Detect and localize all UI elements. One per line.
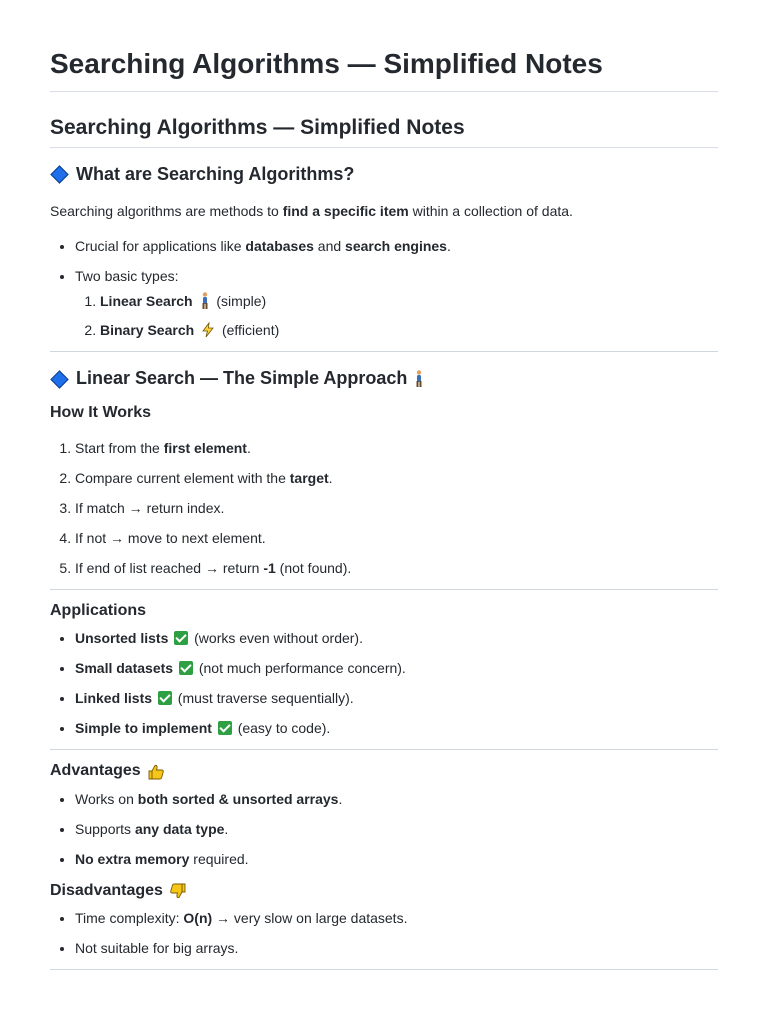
- list-item: 2. Binary Search (efficient): [100, 320, 718, 341]
- advantages-list: [50, 789, 718, 870]
- check-mark-icon: [218, 721, 232, 735]
- divider: [50, 969, 718, 970]
- disadvantages-heading: Disadvantages: [50, 880, 718, 902]
- list-item: • Supports any data type.: [75, 819, 718, 840]
- check-mark-icon: [158, 691, 172, 705]
- list-item: • Crucial for applications like databases and search engines.: [75, 236, 718, 257]
- list-item: 2. Compare current element with the target.: [75, 468, 718, 489]
- list-item: 5. If end of list reached → return -1 (not found).: [75, 558, 718, 579]
- blue-diamond-icon: [50, 370, 68, 388]
- list-item: • Works on both sorted & unsorted arrays.: [75, 789, 718, 810]
- person-walking-icon: [199, 292, 211, 310]
- document-heading: Searching Algorithms — Simplified Notes: [50, 114, 718, 148]
- divider: [50, 351, 718, 352]
- list-item: • Simple to implement (easy to code).: [75, 718, 718, 739]
- check-mark-icon: [179, 661, 193, 675]
- list-item: 1. Start from the first element.: [75, 438, 718, 459]
- lightning-icon: [200, 322, 216, 338]
- intro-paragraph: Searching algorithms are methods to find a specific item within a collection of data.: [50, 203, 573, 220]
- blue-diamond-icon: [50, 166, 68, 184]
- intro-list: [50, 236, 718, 341]
- list-item: • Unsorted lists (works even without order).: [75, 628, 718, 649]
- applications-list: [50, 628, 718, 739]
- check-mark-icon: [174, 631, 188, 645]
- divider: [50, 589, 718, 590]
- list-item: 3. If match → return index.: [75, 498, 718, 519]
- list-item: 1. Linear Search (simple): [100, 291, 718, 312]
- steps-list: [50, 438, 718, 579]
- disadvantages-list: [50, 908, 718, 959]
- list-item: • Small datasets (not much performance concern).: [75, 658, 718, 679]
- list-item: • Two basic types: 1. Linear Search (simple) 2. Binary Search (efficient): [75, 266, 718, 341]
- thumbs-down-icon: [169, 882, 187, 900]
- how-it-works-heading: How It Works: [50, 403, 152, 421]
- thumbs-up-icon: [147, 763, 165, 781]
- list-item: • No extra memory required.: [75, 849, 718, 870]
- advantages-heading: Advantages: [50, 760, 718, 782]
- divider: [50, 749, 718, 750]
- page-title: Searching Algorithms — Simplified Notes: [50, 0, 718, 92]
- types-list: [75, 291, 718, 341]
- list-item: 4. If not → move to next element.: [75, 528, 718, 549]
- list-item: • Not suitable for big arrays.: [75, 938, 718, 959]
- section-what-heading: [50, 162, 718, 187]
- section-what-title: What are Searching Algorithms?: [76, 164, 355, 185]
- section-linear-title: Linear Search — The Simple Approach: [76, 368, 408, 389]
- list-item: • Time complexity: O(n) → very slow on large datasets.: [75, 908, 718, 929]
- person-walking-icon: [413, 370, 425, 388]
- list-item: • Linked lists (must traverse sequentially).: [75, 688, 718, 709]
- applications-heading: Applications: [50, 602, 147, 620]
- section-linear-heading: [50, 366, 718, 391]
